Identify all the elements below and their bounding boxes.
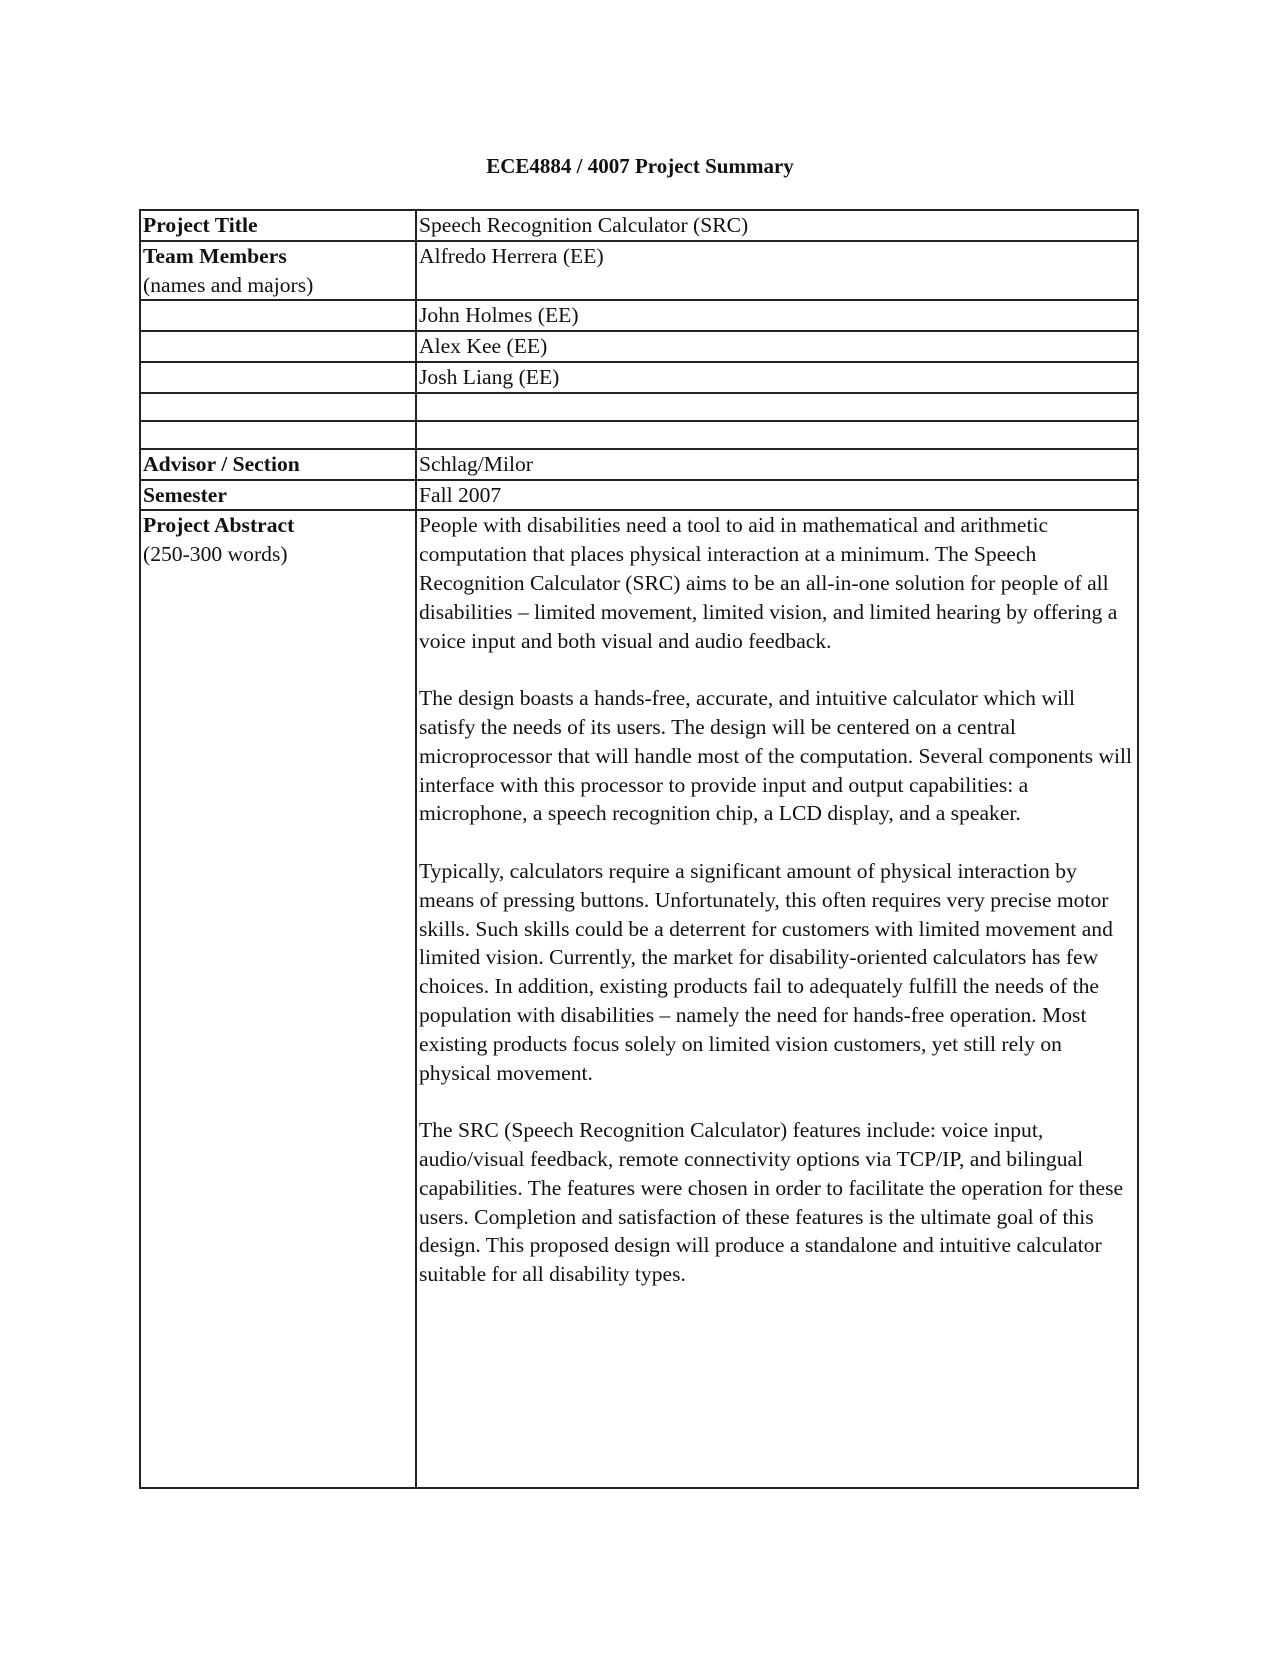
empty-cell	[416, 393, 1138, 421]
table-row	[140, 210, 1138, 241]
abstract-label-cell	[140, 510, 416, 1488]
table-row	[140, 449, 1138, 480]
abstract-label: Project Abstract	[143, 513, 295, 538]
table-row	[140, 331, 1138, 362]
abstract-paragraph-1: People with disabilities need a tool to aid in mathematical and arithmetic computation that places physical interaction at a minimum. The Speech Recognition Calculator (SRC) aims to be an all-in-one solution for people of all disabilities – limited movement, limited vision, and limited hearing by offering a voice input and both visual and audio feedback.	[419, 513, 1118, 653]
team-member-4: Josh Liang (EE)	[416, 362, 1138, 393]
empty-cell	[140, 393, 416, 421]
abstract-paragraph-2: The design boasts a hands-free, accurate, and intuitive calculator which will satisfy the needs of its users. The design will be centered on a central microprocessor that will handle most of the computation. Several components will interface with this processor to provide input and output capabilities: a microphone, a speech recognition chip, a LCD display, and a speaker.	[419, 686, 1133, 826]
semester-value: Fall 2007	[416, 480, 1138, 511]
team-members-sublabel: (names and majors)	[143, 272, 314, 297]
table-row	[140, 300, 1138, 331]
table-row	[140, 393, 1138, 421]
empty-cell	[140, 421, 416, 449]
semester-label: Semester	[140, 480, 416, 511]
team-member-2: John Holmes (EE)	[416, 300, 1138, 331]
project-title-value: Speech Recognition Calculator (SRC)	[416, 210, 1138, 241]
abstract-paragraph-3: Typically, calculators require a significant amount of physical interaction by means of pressing buttons. Unfortunately, this often requires very precise motor skills. Such skills could be a deterrent for customers with limited movement and limited vision. Currently, the market for disability-oriented calculators has few choices. In addition, existing products fail to adequately fulfill the needs of the population with disabilities – namely the need for hands-free operation. Most existing products focus solely on limited vision customers, yet still rely on physical movement.	[419, 858, 1113, 1085]
team-members-label-cell	[140, 241, 416, 301]
empty-cell	[140, 300, 416, 331]
empty-cell	[140, 362, 416, 393]
team-member-3: Alex Kee (EE)	[416, 331, 1138, 362]
document-title: ECE4884 / 4007 Project Summary	[486, 154, 794, 178]
abstract-sublabel: (250-300 words)	[143, 542, 288, 567]
advisor-value: Schlag/Milor	[416, 449, 1138, 480]
table-row	[140, 362, 1138, 393]
table-row	[140, 421, 1138, 449]
project-title-label: Project Title	[140, 210, 416, 241]
advisor-label: Advisor / Section	[140, 449, 416, 480]
empty-cell	[416, 421, 1138, 449]
table-row	[140, 510, 1138, 1488]
project-summary-table	[139, 209, 1139, 1489]
empty-cell	[140, 331, 416, 362]
abstract-paragraph-4: The SRC (Speech Recognition Calculator) features include: voice input, audio/visual feedback, remote connectivity options via TCP/IP, and bilingual capabilities. The features were chosen in order to facilitate the operation for these users. Completion and satisfaction of these features is the ultimate goal of this design. This proposed design will produce a standalone and intuitive calculator suitable for all disability types.	[419, 1118, 1124, 1287]
table-row	[140, 480, 1138, 511]
team-members-label: Team Members	[143, 243, 287, 268]
team-member-1: Alfredo Herrera (EE)	[416, 241, 1138, 301]
table-row	[140, 241, 1138, 301]
abstract-text-cell	[416, 510, 1138, 1488]
